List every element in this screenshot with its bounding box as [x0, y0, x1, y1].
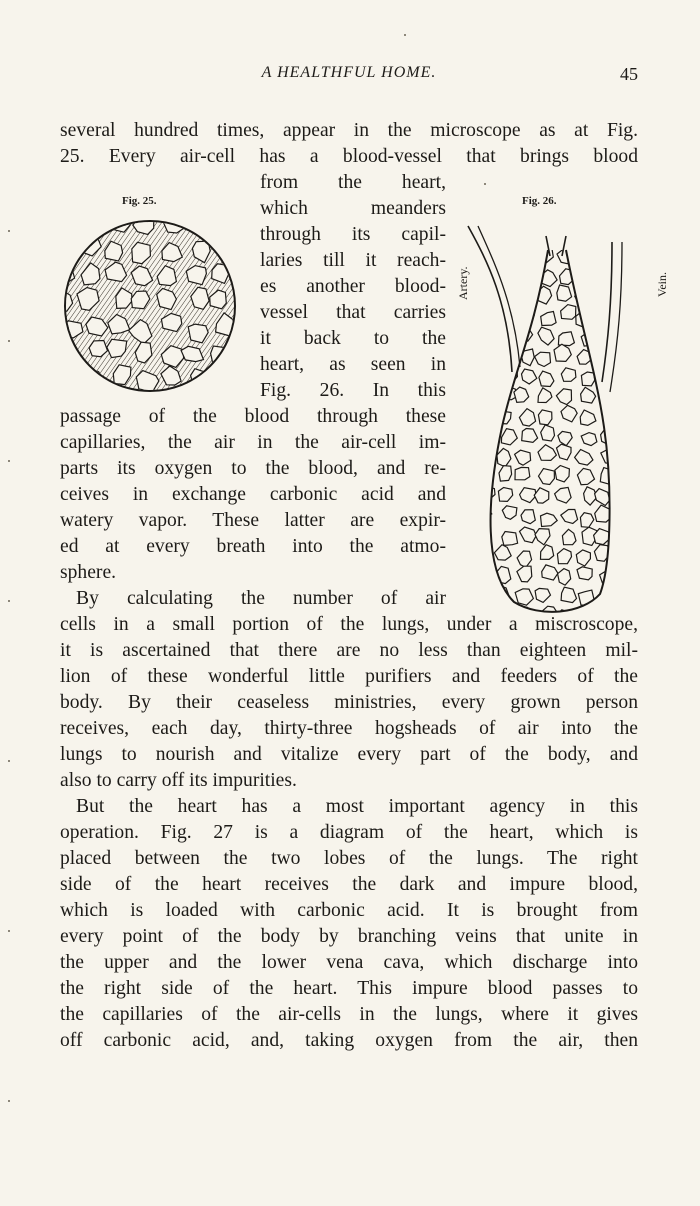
text-line: the right side of the heart. This impure blood passes to [60, 978, 638, 999]
print-speck [8, 600, 10, 602]
cell-outline [541, 545, 554, 560]
cell-outline [515, 589, 533, 605]
cell-outline [539, 469, 555, 485]
text-line: watery vapor. These latter are expir- [60, 510, 446, 531]
print-speck [8, 930, 10, 932]
cell-outline [535, 588, 550, 602]
text-line: several hundred times, appear in the microscope as at Fig. [60, 120, 638, 141]
cell-outline [577, 468, 594, 484]
cell-outline [475, 564, 491, 579]
print-speck [404, 34, 406, 36]
text-line: es another blood- [260, 276, 446, 297]
cell-outline [81, 218, 104, 231]
cell-outline [575, 450, 593, 466]
text-line: body. By their ceaseless ministries, every grown person [60, 692, 638, 713]
cell-outline [598, 252, 611, 266]
cell-outline [212, 218, 236, 235]
print-speck [8, 1100, 10, 1102]
cell-outline [581, 433, 597, 446]
fig26-capillary-illustration [462, 222, 652, 618]
text-line: it back to the [260, 328, 446, 349]
cell-outline [576, 550, 590, 566]
cell-outline [515, 467, 530, 479]
cell-outline [475, 345, 490, 363]
cell-outline [477, 408, 493, 425]
text-line: 25. Every air-cell has a blood-vessel that brings blood [60, 146, 638, 167]
text-line: the capillaries of the air-cells in the lungs, where it gives [60, 1004, 638, 1025]
text-line: vessel that carries [260, 302, 446, 323]
cell-outline [62, 372, 73, 391]
cell-outline [602, 384, 616, 400]
cell-outline [522, 369, 537, 384]
vein-label: Vein. [655, 272, 669, 297]
text-line: off carbonic acid, and, taking oxygen from the air, then [60, 1030, 638, 1051]
cell-outline [496, 248, 511, 263]
text-line: the upper and the lower vena cava, which discharge into [60, 952, 638, 973]
cell-outline [561, 368, 576, 382]
cell-outline [502, 532, 518, 546]
cell-outline [561, 587, 576, 602]
text-line: from the heart, [260, 172, 446, 193]
cell-outline [557, 549, 571, 564]
cell-outline [214, 366, 236, 386]
cell-outline [477, 390, 492, 406]
cell-outline [494, 545, 511, 560]
text-line: it is ascertained that there are no less than eighteen mil- [60, 640, 638, 661]
cell-outline [599, 328, 612, 346]
cell-outline [562, 529, 576, 544]
cell-outline [601, 450, 619, 464]
cell-outline [580, 513, 593, 528]
text-line: By calculating the number of air [76, 588, 446, 609]
cell-outline [595, 489, 610, 506]
cell-outline [601, 428, 616, 446]
fig25-caption: Fig. 25. [122, 195, 157, 207]
cell-outline [482, 427, 498, 442]
cell-outline [595, 607, 610, 619]
text-line: receives, each day, thirty-three hogsheads of air into the [60, 718, 638, 739]
cell-outline [515, 450, 531, 465]
text-line: every point of the body by branching veins that unite in [60, 926, 638, 947]
cell-outline [557, 444, 572, 460]
cell-outline [502, 506, 517, 520]
cell-outline [538, 410, 552, 425]
cell-outline [519, 248, 535, 264]
cell-outline [517, 566, 532, 582]
cell-outline [580, 410, 596, 425]
cell-outline [535, 529, 550, 545]
artery-label: Artery. [456, 266, 470, 300]
cell-outline [579, 268, 596, 282]
print-speck [8, 230, 10, 232]
cell-outline [62, 345, 76, 364]
cell-outline [581, 333, 596, 346]
text-line: which is loaded with carbonic acid. It is brought from [60, 900, 638, 921]
cell-outline [538, 327, 554, 345]
cell-outline [554, 344, 571, 361]
text-line: heart, as seen in [260, 354, 446, 375]
cell-outline [475, 545, 489, 559]
cell-outline [522, 429, 538, 443]
cell-outline [479, 286, 496, 303]
text-line: Fig. 26. In this [260, 380, 446, 401]
text-line: through its capil- [260, 224, 446, 245]
cell-outline [541, 425, 555, 441]
cell-outline [542, 565, 558, 580]
cell-outline [473, 369, 490, 384]
cell-outline [600, 305, 617, 320]
cell-outline [497, 448, 511, 467]
text-line: ceives in exchange carbonic acid and [60, 484, 446, 505]
cell-outline [483, 608, 498, 618]
cell-outline [501, 429, 517, 445]
text-line: sphere. [60, 562, 117, 583]
text-line: lion of these wonderful little purifiers and feeders of the [60, 666, 638, 687]
text-line: ed at every breath into the atmo- [60, 536, 446, 557]
text-line: lungs to nourish and vitalize every part of the body, and [60, 744, 638, 765]
text-line: placed between the two lobes of the lungs. The right [60, 848, 638, 869]
cell-outline [556, 389, 571, 405]
cell-outline [577, 567, 592, 580]
cell-outline [482, 447, 496, 459]
cell-outline [521, 510, 535, 524]
cell-outline [600, 468, 614, 485]
page-number: 45 [620, 64, 638, 84]
text-line: cells in a small portion of the lungs, under a miscroscope, [60, 614, 638, 635]
text-line: capillaries, the air in the air-cell im- [60, 432, 446, 453]
cell-outline [63, 218, 82, 236]
cell-outline [557, 248, 572, 263]
fig25-air-cell-illustration [62, 218, 238, 394]
cell-outline [555, 487, 572, 503]
cell-outline [581, 387, 596, 403]
cell-outline [476, 592, 493, 606]
cell-outline [558, 332, 574, 346]
cell-outline [555, 466, 570, 482]
cell-outline [514, 387, 529, 402]
cell-outline [478, 308, 492, 324]
cell-outline [576, 311, 593, 328]
cell-outline [519, 409, 535, 427]
fig26-caption: Fig. 26. [522, 195, 557, 207]
cell-outline [582, 606, 597, 619]
text-line: parts its oxygen to the blood, and re- [60, 458, 446, 479]
cell-outline [603, 409, 618, 425]
cell-outline [479, 465, 493, 481]
cell-outline [499, 466, 512, 482]
cell-outline [558, 431, 572, 445]
text-line: But the heart has a most important agency in this [76, 796, 638, 817]
text-line: operation. Fig. 27 is a diagram of the heart, which is [60, 822, 638, 843]
text-line: laries till it reach- [260, 250, 446, 271]
cell-outline [517, 551, 532, 568]
cell-outline [561, 510, 578, 524]
cell-outline [498, 488, 512, 502]
cell-outline [538, 388, 552, 403]
cell-outline [561, 305, 576, 320]
print-speck [484, 183, 486, 185]
cell-outline [581, 372, 594, 386]
cell-outline [476, 330, 494, 346]
running-title: A HEALTHFUL HOME. [261, 64, 437, 81]
cell-outline [558, 569, 571, 586]
text-line: passage of the blood through these [60, 406, 446, 427]
text-line: also to carry off its impurities. [60, 770, 297, 791]
cell-outline [541, 312, 556, 326]
cell-outline [534, 488, 549, 503]
text-line: side of the heart receives the dark and impure blood, [60, 874, 638, 895]
cell-outline [535, 352, 551, 366]
print-speck [8, 340, 10, 342]
cell-outline [518, 286, 532, 304]
cell-outline [62, 233, 77, 252]
cell-outline [557, 285, 572, 301]
cell-outline [539, 371, 554, 386]
print-speck [8, 460, 10, 462]
cell-outline [578, 590, 594, 605]
cell-outline [499, 331, 514, 348]
cell-outline [520, 527, 537, 543]
cell-outline [538, 445, 556, 461]
running-header [60, 64, 638, 92]
cell-outline [476, 504, 492, 519]
cell-outline [580, 249, 597, 266]
text-line: which meanders [260, 198, 446, 219]
cell-outline [541, 513, 558, 526]
cell-outline [476, 525, 491, 541]
cell-outline [519, 266, 535, 280]
cell-outline [497, 609, 511, 618]
print-speck [8, 760, 10, 762]
cell-outline [561, 405, 577, 422]
